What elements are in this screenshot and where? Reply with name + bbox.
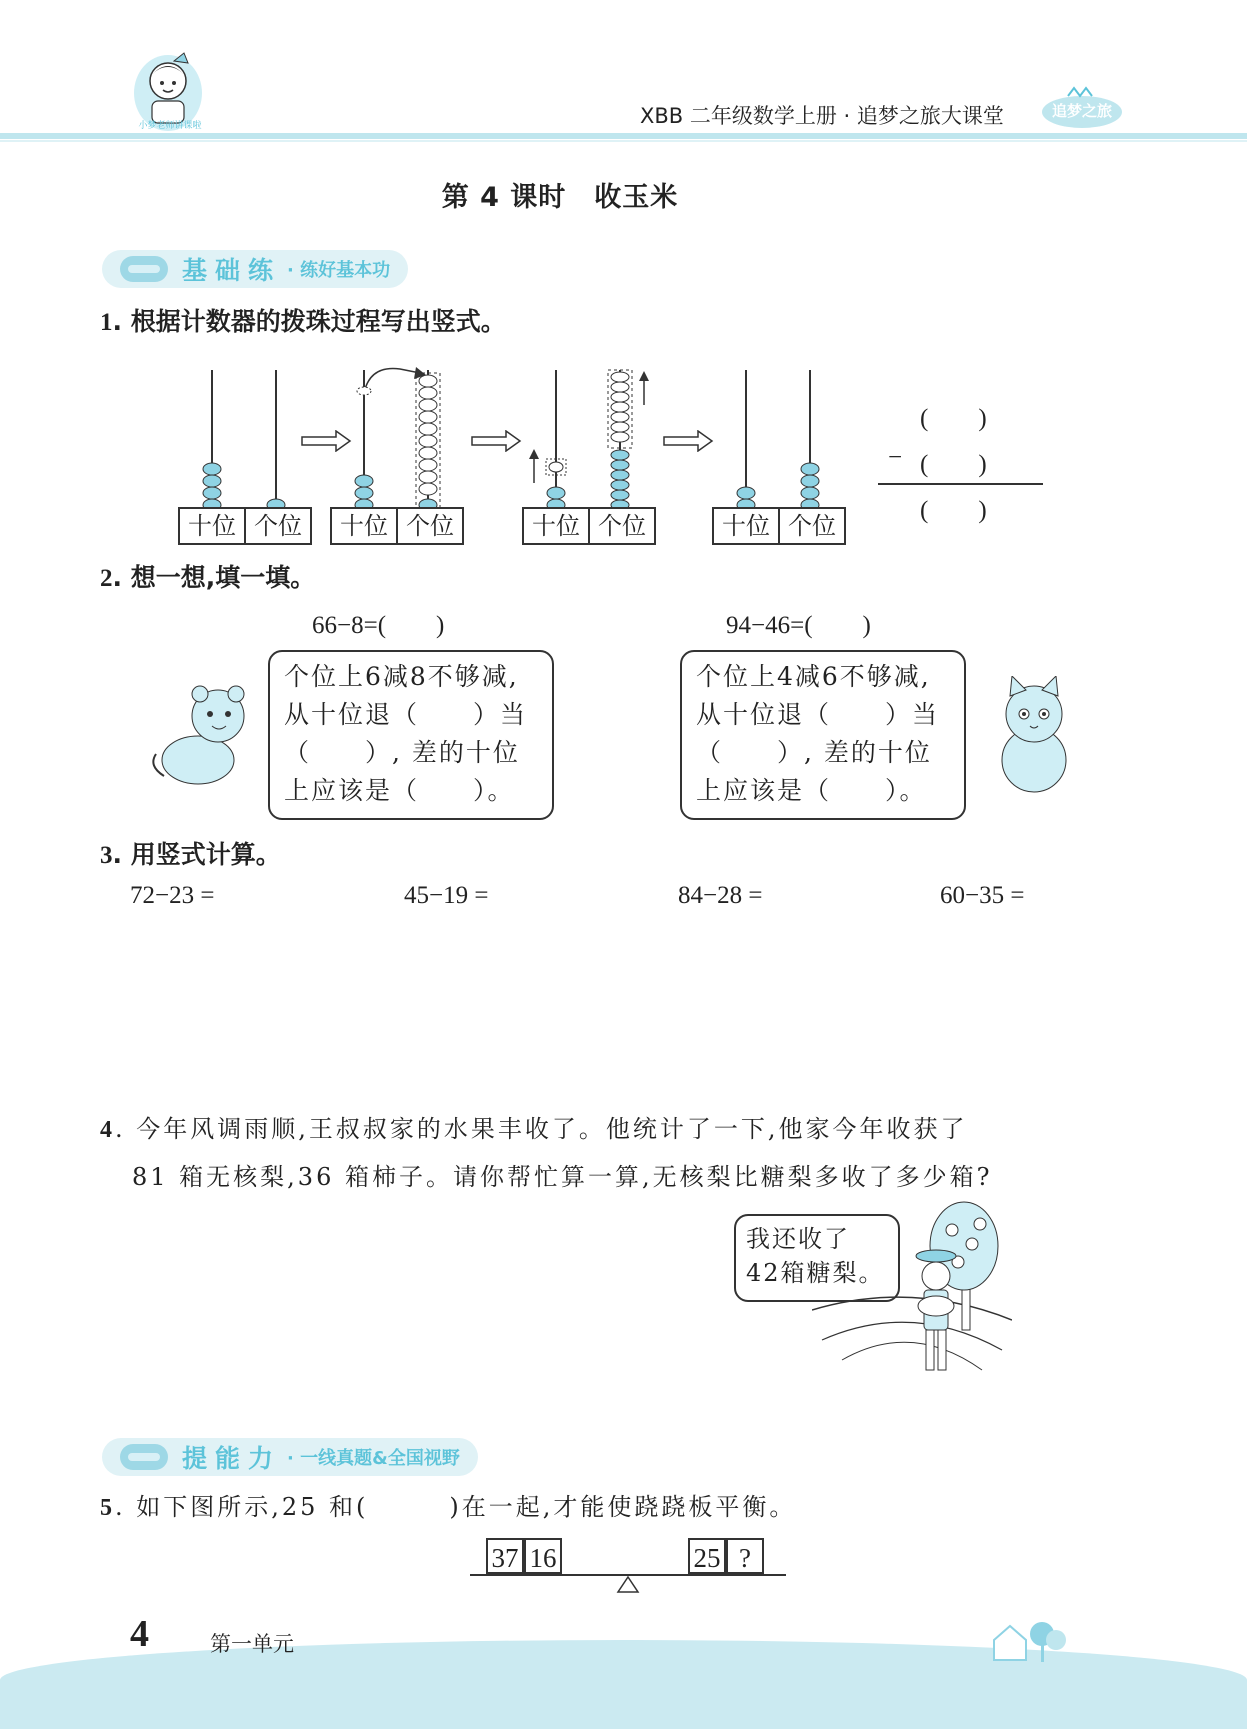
section-advanced-sub: · 一线真题&全国视野 (287, 1448, 460, 1469)
vertical-top-blank[interactable]: ( ) (920, 405, 987, 432)
section-basic-main: 基础练 (182, 256, 282, 285)
bubble-line: 上应该是（ ）。 (696, 776, 927, 805)
mascot-caption: 小梦老师讲课啦 (138, 121, 202, 131)
q3-number: 3 (100, 842, 113, 869)
ones-label: 个位 (396, 509, 462, 543)
section-advanced-tag (102, 1438, 478, 1476)
vertical-rule (878, 483, 1043, 485)
q3-problem-4: 60−35 = (940, 882, 1025, 909)
abacus-2 (330, 365, 464, 545)
q3-problem-2: 45−19 = (404, 882, 489, 909)
section-logo-icon (120, 1444, 168, 1470)
q1-text: . 根据计数器的拨珠过程写出竖式。 (112, 307, 506, 336)
q3-text: . 用竖式计算。 (112, 840, 281, 869)
q2-right-bubble (680, 650, 966, 820)
ones-label: 个位 (778, 509, 844, 543)
vertical-minus-sign: − (888, 444, 903, 471)
tens-label: 十位 (532, 512, 580, 540)
bubble-line: 42箱糖梨。 (746, 1259, 885, 1287)
bubble-line: 我还收了 (746, 1225, 850, 1253)
bubble-line: 个位上6减8不够减, (284, 662, 519, 691)
bubble-line: 上应该是（ ）。 (284, 776, 515, 805)
lesson-title: 第 4 课时 收玉米 (441, 182, 679, 213)
tens-label: 十位 (722, 512, 770, 540)
q1-prompt (100, 302, 506, 338)
footer-house-tree-icon (990, 1614, 1070, 1668)
q2-number: 2 (100, 565, 113, 592)
brand-badge (1040, 82, 1124, 132)
q3-problem-1: 72−23 = (130, 882, 215, 909)
section-logo-icon (120, 256, 168, 282)
q2-left-bubble (268, 650, 554, 820)
q5-text: . 如下图所示,25 和( )在一起,才能使跷跷板平衡。 (115, 1493, 797, 1521)
q3-problem-3: 84−28 = (678, 882, 763, 909)
abacus-1 (178, 365, 312, 545)
abacus-3 (522, 365, 656, 545)
unit-label: 第一单元 (210, 1632, 294, 1656)
q4-number: 4 (100, 1117, 115, 1143)
q2-right-expression: 94−46=( ) (726, 612, 871, 639)
section-basic-tag (102, 250, 408, 288)
bubble-line: 从十位退（ ）当 (696, 700, 940, 729)
q4-line-1 (100, 1106, 968, 1153)
tens-label: 十位 (188, 512, 236, 540)
farmer-icon (812, 1200, 1012, 1380)
q4-line-2: 81 箱无核梨,36 箱柿子。请你帮忙算一算,无核梨比糖梨多收了多少箱? (132, 1163, 993, 1191)
place-label-row-3 (522, 507, 656, 545)
abacus-4 (712, 365, 846, 545)
tiger-cub-illustration (148, 680, 260, 794)
arrow-right-icon (470, 430, 522, 456)
seesaw-box-unknown[interactable]: ? (726, 1538, 764, 1574)
ones-label: 个位 (588, 509, 654, 543)
seesaw-box-37: 37 (486, 1538, 524, 1574)
place-label-row-4 (712, 507, 846, 545)
cat-illustration (990, 676, 1076, 800)
vertical-middle-blank[interactable]: ( ) (920, 451, 987, 478)
fulcrum-triangle-icon (616, 1576, 640, 1594)
abacus-1-rods (178, 365, 312, 515)
bubble-line: 从十位退（ ）当 (284, 700, 528, 729)
ones-label: 个位 (244, 509, 310, 543)
section-advanced-main: 提能力 (182, 1444, 282, 1473)
bubble-line: （ ）, 差的十位 (696, 738, 932, 767)
bubble-line: 个位上4减6不够减, (696, 662, 931, 691)
header-band-light (0, 140, 1247, 142)
place-label-row-2 (330, 507, 464, 545)
arrow-right-icon (662, 430, 714, 456)
seesaw (470, 1538, 786, 1598)
tiger-cub-icon (148, 680, 260, 790)
q2-prompt (100, 558, 315, 594)
brand-badge-text: 追梦之旅 (1051, 102, 1112, 120)
q2-left-expression: 66−8=( ) (312, 612, 445, 639)
seesaw-box-25: 25 (688, 1538, 726, 1574)
section-basic-sub: · 练好基本功 (287, 260, 391, 281)
place-label-row-1 (178, 507, 312, 545)
abacus-3-rods (522, 365, 656, 515)
abacus-2-rods (330, 365, 464, 515)
tens-label: 十位 (340, 512, 388, 540)
q3-prompt (100, 835, 281, 871)
farmer-orchard-illustration (812, 1200, 1012, 1384)
book-title: XBB 二年级数学上册 · 追梦之旅大课堂 (640, 104, 1004, 128)
q5-number: 5 (100, 1495, 115, 1521)
vertical-result-blank[interactable]: ( ) (920, 497, 987, 524)
q5-prompt (100, 1484, 796, 1531)
cat-icon (990, 676, 1076, 796)
page-number: 4 (130, 1613, 149, 1655)
abacus-4-rods (712, 365, 846, 515)
q1-number: 1 (100, 309, 113, 336)
seesaw-box-16: 16 (524, 1538, 562, 1574)
bubble-line: （ ）, 差的十位 (284, 738, 520, 767)
q2-text: . 想一想,填一填。 (112, 563, 316, 592)
q4-text-1: . 今年风调雨顺,王叔叔家的水果丰收了。他统计了一下,他家今年收获了 (115, 1115, 968, 1143)
